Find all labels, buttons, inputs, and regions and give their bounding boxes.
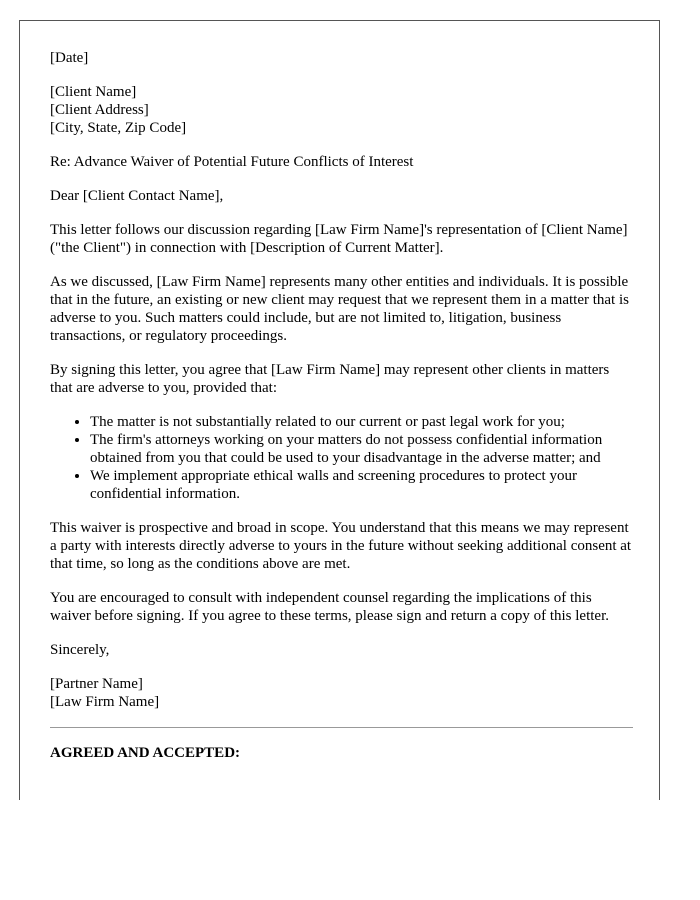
client-city-state-zip: [City, State, Zip Code] xyxy=(50,120,187,136)
letter-content xyxy=(50,49,635,778)
valediction: Sincerely, xyxy=(50,642,110,658)
subject-line: Re: Advance Waiver of Potential Future Conflicts of Interest xyxy=(50,154,414,170)
agreed-heading: AGREED AND ACCEPTED: xyxy=(50,745,241,761)
paragraph-waiver-scope: This waiver is prospective and broad in scope. You understand that this means we may represent a party with interests directly adverse to yours in the future without seeking additional consent at that time, so long as the conditions above are met. xyxy=(50,520,632,572)
partner-name: [Partner Name] xyxy=(50,676,143,692)
paragraph-other-clients: As we discussed, [Law Firm Name] represents many other entities and individuals. It is possible that in the future, an existing or new client may request that we represent them in a matter that is adverse to you. Such matters could include, but are not limited to, litigation, business transactions, or regulatory proceedings. xyxy=(50,274,629,344)
condition-item: • The firm's attorneys working on your matters do not possess confidential information obtained from you that could be used to your disadvantage in the adverse matter; and xyxy=(90,431,635,467)
paragraph-intro: This letter follows our discussion regarding [Law Firm Name]'s representation of [Client Name] ("the Client") in connection with [Description of Current Matter]. xyxy=(50,222,628,256)
letter-date: [Date] xyxy=(50,50,89,66)
condition-item: • The matter is not substantially related to our current or past legal work for you; xyxy=(90,413,635,431)
divider xyxy=(50,727,633,728)
letter-page xyxy=(19,20,660,800)
law-firm-name: [Law Firm Name] xyxy=(50,694,160,710)
client-address-block xyxy=(50,83,635,137)
client-address: [Client Address] xyxy=(50,102,149,118)
conditions-list xyxy=(50,413,635,503)
paragraph-agreement: By signing this letter, you agree that [Law Firm Name] may represent other clients in matters that are adverse to you, provided that: xyxy=(50,362,610,396)
signature-block xyxy=(50,675,635,711)
client-name: [Client Name] xyxy=(50,84,137,100)
salutation: Dear [Client Contact Name], xyxy=(50,188,224,204)
condition-item: • We implement appropriate ethical walls and screening procedures to protect your confidential information. xyxy=(90,467,635,503)
paragraph-independent-counsel: You are encouraged to consult with independent counsel regarding the implications of this waiver before signing. If you agree to these terms, please sign and return a copy of this letter. xyxy=(50,590,609,624)
